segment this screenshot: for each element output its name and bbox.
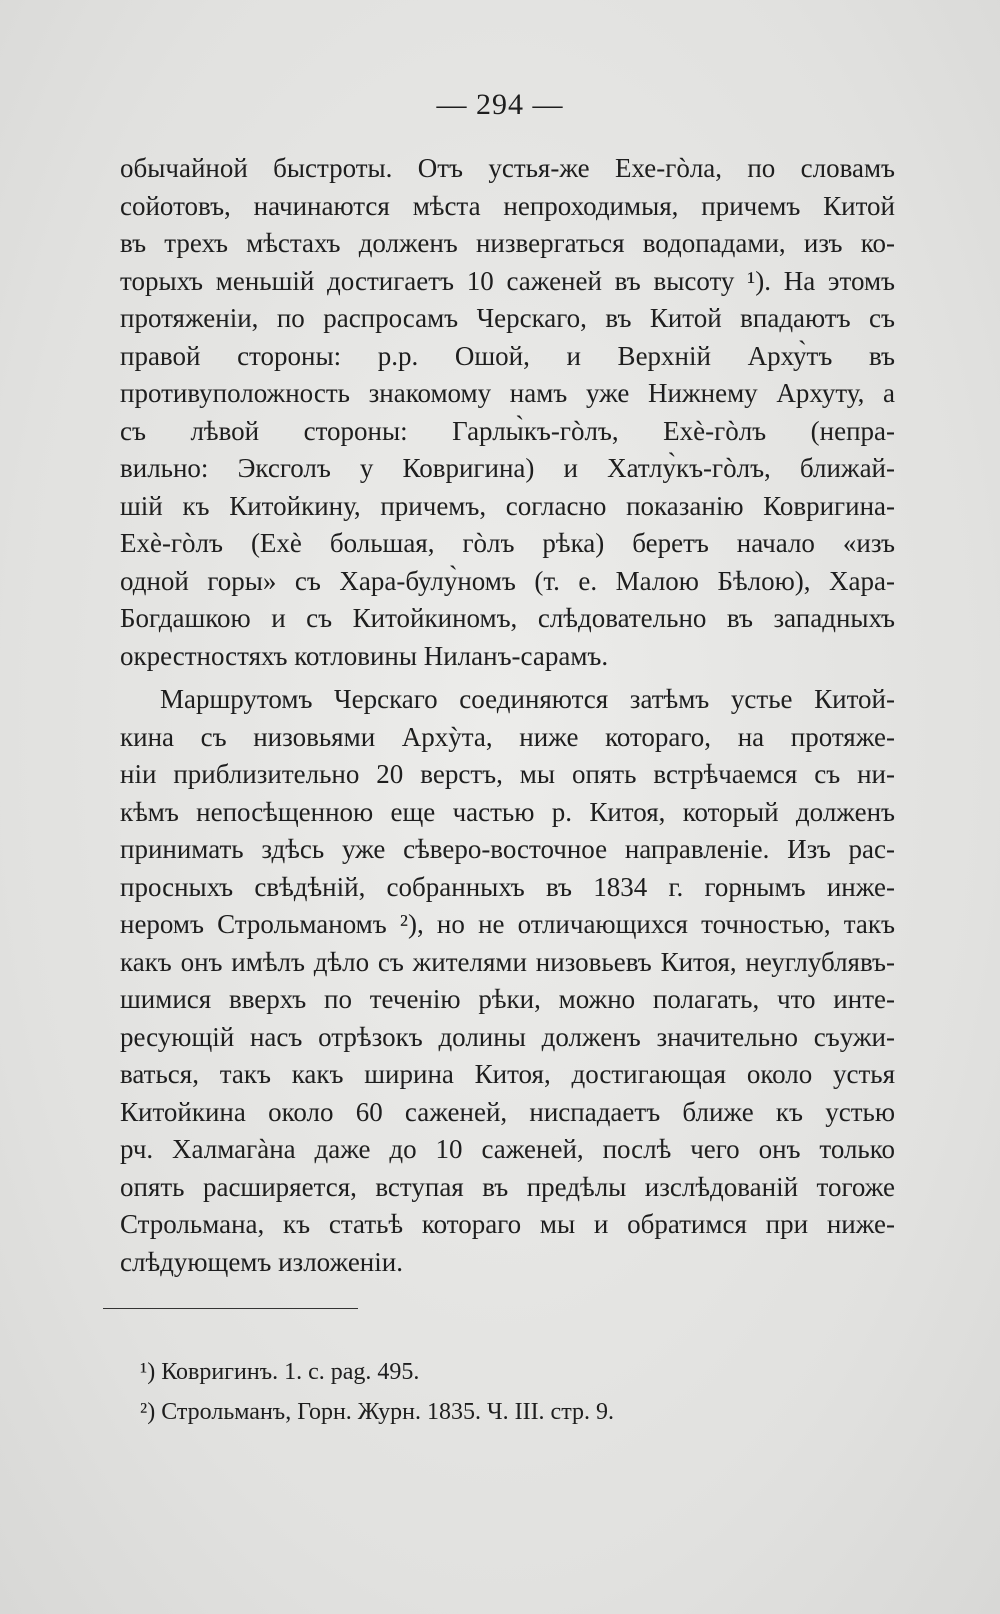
text-line: правой стороны: р.р. Ошой, и Верхній Арху̀тъ въ: [120, 340, 895, 371]
text-line: рч. Халмагàна даже до 10 саженей, послѣ чего онъ только: [120, 1134, 895, 1164]
text-line: одной горы» съ Хара-булу̀номъ (т. е. Малою Бѣлою), Хара-: [120, 565, 895, 596]
footnotes: [140, 1352, 840, 1432]
text-line: опять расширяется, вступая въ предѣлы изслѣдованій тогоже: [120, 1171, 895, 1202]
text-line: окрестностяхъ котловины Ниланъ-сарамъ.: [120, 640, 609, 671]
text-line: Китойкина около 60 саженей, ниспадаетъ ближе къ устью: [120, 1096, 895, 1127]
text-line: просныхъ свѣдѣній, собранныхъ въ 1834 г. горнымъ инже-: [120, 871, 895, 902]
text-line: противуположность знакомому намъ уже Нижнему Архуту, а: [120, 378, 895, 408]
page-number: — 294 —: [436, 88, 564, 121]
text-line: ваться, такъ какъ ширина Китоя, достигающая около устья: [120, 1059, 895, 1089]
text-line: шимися вверхъ по теченію рѣки, можно полагать, что инте-: [120, 984, 895, 1014]
text-line: ресующій насъ отрѣзокъ долины долженъ значительно съужи-: [120, 1021, 895, 1052]
paragraph-2: [120, 681, 895, 1281]
text-line: принимать здѣсь уже сѣверо-восточное направленіе. Изъ рас-: [120, 834, 895, 864]
text-line: Богдашкою и съ Китойкиномъ, слѣдовательно въ западныхъ: [120, 603, 895, 633]
text-line: вильно: Эксголъ у Ковригина) и Хатлу̀къ-гòлъ, ближай-: [120, 453, 895, 483]
text-line: кѣмъ непосѣщенною еще частью р. Китоя, который долженъ: [120, 796, 895, 827]
footnote-1: ¹) Ковригинъ. 1. с. pag. 495.: [140, 1359, 420, 1385]
text-line: какъ онъ имѣлъ дѣло съ жителями низовьевъ Китоя, неуглублявъ-: [120, 946, 895, 977]
text-line: протяженіи, по распросамъ Черскаго, въ Китой впадаютъ съ: [120, 303, 895, 333]
text-line: шій къ Китойкину, причемъ, согласно показанію Ковригина-: [120, 490, 895, 521]
paragraph-1: [120, 150, 895, 675]
text-line: неромъ Строльманомъ ²), но не отличающихся точностью, такъ: [120, 909, 895, 939]
text-line: обычайной быстроты. Отъ устья-же Ехе-гòла, по словамъ: [120, 153, 895, 183]
footnote-divider: [103, 1308, 358, 1309]
text-line: слѣдующемъ изложеніи.: [120, 1246, 403, 1277]
text-line: съ лѣвой стороны: Гарлы̀къ-гòлъ, Ехè-гòлъ (непра-: [120, 415, 895, 446]
text-line: ніи приблизительно 20 верстъ, мы опять встрѣчаемся съ ни-: [120, 759, 895, 789]
text-line: Маршрутомъ Черскаго соединяются затѣмъ устье Китой-: [160, 684, 895, 714]
text-line: сойотовъ, начинаются мѣста непроходимыя, причемъ Китой: [120, 190, 895, 221]
text-line: Ехè-гòлъ (Ехè большая, гòлъ рѣка) беретъ начало «изъ: [120, 528, 895, 558]
text-line: въ трехъ мѣстахъ долженъ низвергаться водопадами, изъ ко-: [120, 228, 895, 258]
footnote-2: ²) Строльманъ, Горн. Журн. 1835. Ч. III. стр. 9.: [140, 1399, 614, 1425]
body-text: [120, 150, 895, 1281]
text-line: кина съ низовьями Архỳта, ниже котораго, на протяже-: [120, 721, 895, 752]
text-line: Строльмана, къ статьѣ котораго мы и обратимся при ниже-: [120, 1209, 895, 1239]
text-line: торыхъ меньшій достигаетъ 10 саженей въ высоту ¹). На этомъ: [120, 265, 895, 296]
